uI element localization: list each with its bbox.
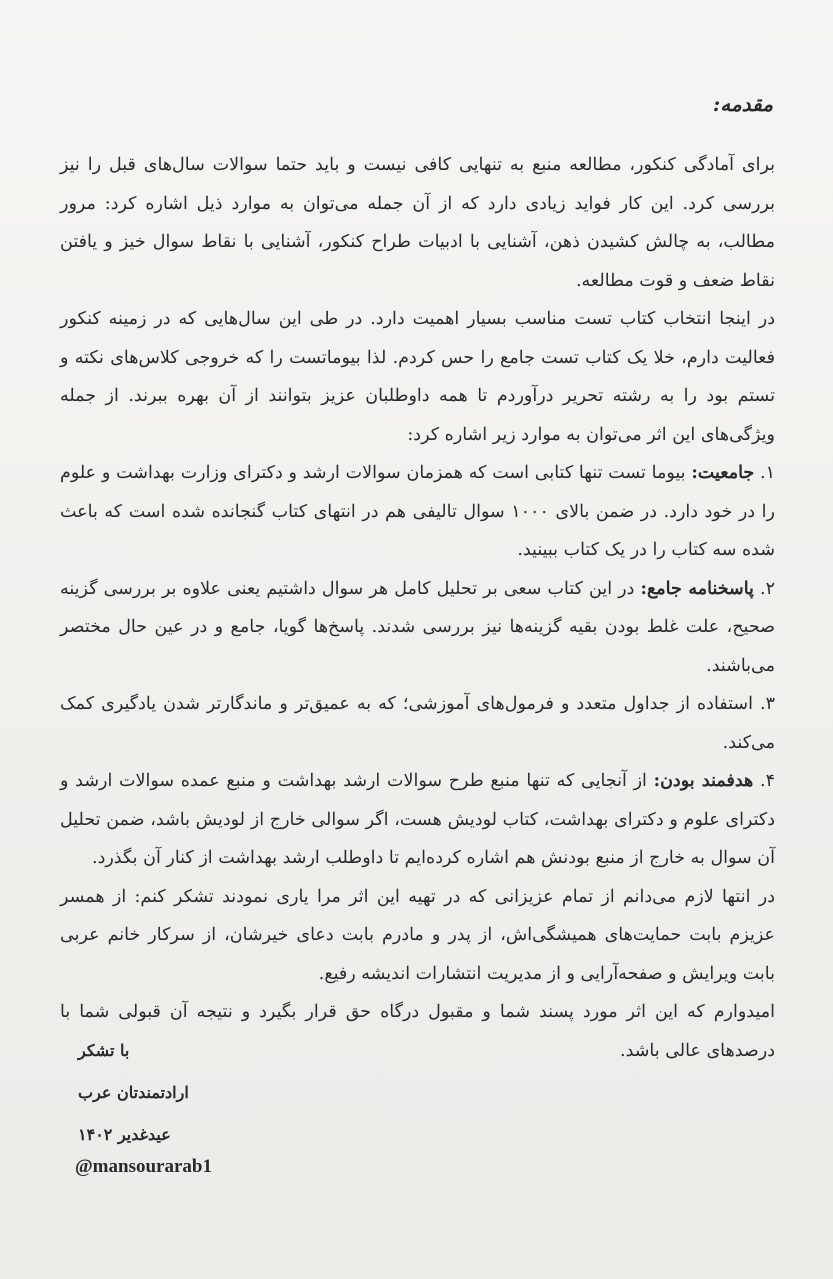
feature-number: ۱. (760, 463, 775, 483)
signoff-block (78, 1030, 189, 1156)
paragraph-wishes: امیدوارم که این اثر مورد پسند شما و مقبول درگاه حق قرار بگیرد و نتیجه آن قبولی شما با درصدهای عالی باشد. (60, 1002, 775, 1061)
feature-text: در این کتاب سعی بر تحلیل کامل هر سوال داشتیم یعنی علاوه بر بررسی گزینه صحیح، علت غلط بودن بقیه گزینه‌ها نیز بررسی شدند. پاسخ‌ها گویا، جامع و در عین حال مختصر می‌باشند. (60, 578, 775, 676)
feature-title: پاسخنامه جامع: (640, 578, 754, 599)
feature-item-tables (60, 685, 775, 762)
paragraph-acknowledgement: در انتها لازم می‌دانم از تمام عزیزانی که در تهیه این اثر مرا یاری نمودند تشکر کنم: از همسر عزیزم بابت حمایت‌های همیشگی‌اش، از پدر و مادرم بابت دعای خیرشان، از سرکار خانم عربی بابت ویرایش و صفحه‌آرایی و از مدیریت انتشارات اندیشه رفیع. (60, 886, 775, 984)
author-handle: @mansourarab1 (75, 1156, 212, 1177)
feature-number: ۴. (760, 771, 775, 791)
feature-item-targeted (60, 762, 775, 878)
feature-title: هدفمند بودن: (653, 771, 754, 791)
feature-text: استفاده از جداول متعدد و فرمول‌های آموزشی؛ که به عمیق‌تر و ماندگارتر شدن یادگیری کمک می‌کند. (60, 694, 775, 753)
signoff-date: عیدغدیر ۱۴۰۲ (78, 1125, 171, 1144)
feature-item-comprehensiveness (60, 454, 775, 570)
signoff-thanks: با تشکر (78, 1041, 130, 1060)
preface-body (60, 146, 775, 1070)
paragraph-intro: برای آمادگی کنکور، مطالعه منبع به تنهایی کافی نیست و باید حتما سوالات سال‌های قبل را نیز بررسی کرد. این کار فواید زیادی دارد که از آن جمله می‌توان به موارد ذیل اشاره کرد: مرور مطالب، به چالش کشیدن ذهن، آشنایی با ادبیات طراح کنکور، آشنایی با نقاط سوال خیز و یافتن نقاط ضعف و قوت مطالعه. (60, 155, 775, 291)
feature-text: بیوما تست تنها کتابی است که همزمان سوالات ارشد و دکترای وزارت بهداشت و علوم را در خود دارد. در ضمن بالای ۱۰۰۰ سوال تالیفی هم در انتهای کتاب گنجانده شده است که باعث شده سه کتاب را در یک کتاب ببینید. (60, 463, 775, 560)
feature-item-answer-key (60, 570, 775, 686)
signoff-sender: ارادتمندتان عرب (78, 1083, 189, 1102)
paragraph-selection: در اینجا انتخاب کتاب تست مناسب بسیار اهمیت دارد. در طی این سال‌هایی که در زمینه کنکور فعالیت دارم، خلا یک کتاب تست جامع را حس کردم. لذا بیوماتست را که خروجی کلاس‌های نکته و تستم بود را به رشته تحریر درآوردم تا همه داوطلبان عزیز بتوانند از آن بهره ببرند. از جمله ویژگی‌های این اثر می‌توان به موارد زیر اشاره کرد: (60, 309, 775, 445)
feature-number: ۲. (760, 578, 775, 599)
feature-number: ۳. (760, 694, 775, 714)
page-heading: مقدمه: (712, 92, 773, 116)
feature-title: جامعیت: (691, 463, 755, 483)
feature-text: از آنجایی که تنها منبع طرح سوالات ارشد بهداشت و منبع عمده سوالات ارشد و دکترای علوم و دکترای بهداشت، کتاب لودیش هست، اگر سوالی خارج از لودیش باشد، ضمن تحلیل آن سوال به خارج از منبع بودنش هم اشاره کرده‌ایم تا داوطلب ارشد بهداشت از کنار آن بگذرد. (60, 771, 775, 868)
